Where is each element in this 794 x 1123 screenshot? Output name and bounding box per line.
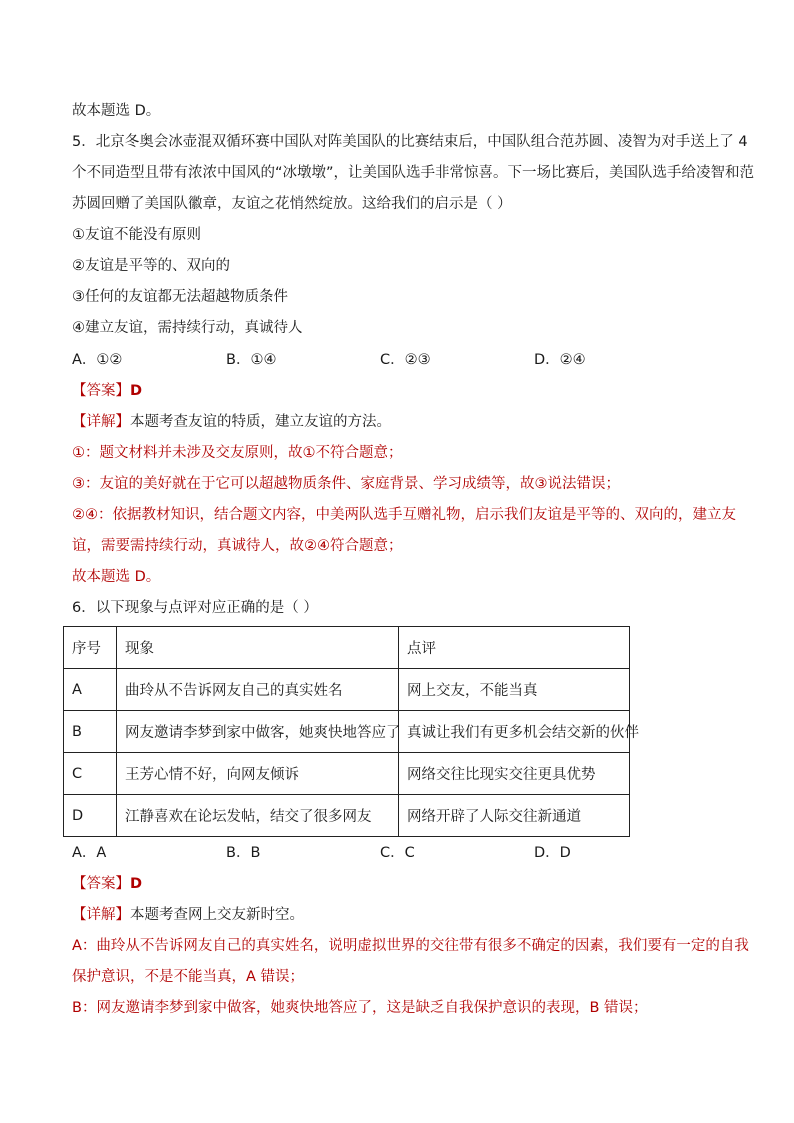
detail-tag: 【详解】 <box>72 907 130 923</box>
table-cell: 网络交往比现实交往更具优势 <box>399 753 630 795</box>
statement-2: ②友谊是平等的、双向的 <box>72 258 230 274</box>
option-d: D．②④ <box>534 352 586 368</box>
analysis-line: A：曲玲从不告诉网友自己的真实姓名，说明虚拟世界的交往带有很多不确定的因素，我们要有一定的自我 <box>72 938 749 954</box>
table-cell: A <box>64 669 117 711</box>
question-6-options <box>72 843 688 863</box>
option-a: A．A <box>72 845 107 861</box>
table-cell: 曲玲从不告诉网友自己的真实姓名 <box>117 669 399 711</box>
table-cell: 网络开辟了人际交往新通道 <box>399 795 630 837</box>
table-cell: 网上交友，不能当真 <box>399 669 630 711</box>
answer-line <box>72 381 142 401</box>
detail-line <box>72 905 304 925</box>
option-b: B．①④ <box>226 352 277 368</box>
answer-value: D <box>130 876 143 892</box>
table-cell: 江静喜欢在论坛发帖，结交了很多网友 <box>117 795 399 837</box>
answer-tag: 【答案】 <box>72 383 130 399</box>
answer-value: D <box>130 383 143 399</box>
analysis-line: ①：题文材料并未涉及交友原则，故①不符合题意； <box>72 445 403 461</box>
option-d: D．D <box>534 845 571 861</box>
table-row <box>64 795 630 837</box>
table-cell: D <box>64 795 117 837</box>
statement-1: ①友谊不能没有原则 <box>72 227 201 243</box>
conclusion-line: 故本题选 D。 <box>72 569 161 585</box>
table-cell: C <box>64 753 117 795</box>
statement-3: ③任何的友谊都无法超越物质条件 <box>72 289 288 305</box>
conclusion-line: 故本题选 D。 <box>72 103 161 119</box>
option-c: C．C <box>380 845 415 861</box>
table-row <box>64 711 630 753</box>
table-cell: 真诚让我们有更多机会结交新的伙伴 <box>399 711 630 753</box>
table-header-cell: 序号 <box>64 627 117 669</box>
detail-text: 本题考查友谊的特质，建立友谊的方法。 <box>130 414 391 430</box>
analysis-line: 保护意识，不是不能当真，A 错误； <box>72 969 305 985</box>
question-5-stem-line: 个不同造型且带有浓浓中国风的“冰墩墩”，让美国队选手非常惊喜。下一场比赛后，美国队选手给凌智和范 <box>72 165 755 181</box>
detail-text: 本题考查网上交友新时空。 <box>130 907 304 923</box>
table-header-row <box>64 627 630 669</box>
table-cell: B <box>64 711 117 753</box>
analysis-line: ②④：依据教材知识，结合题文内容，中美两队选手互赠礼物，启示我们友谊是平等的、双向的，建立友 <box>72 507 736 523</box>
table-cell: 王芳心情不好，向网友倾诉 <box>117 753 399 795</box>
question-5-stem-line: 苏圆回赠了美国队徽章，友谊之花悄然绽放。这给我们的启示是（ ） <box>72 196 512 212</box>
detail-line <box>72 412 391 432</box>
option-a: A．①② <box>72 352 123 368</box>
question-6-stem: 6．以下现象与点评对应正确的是（ ） <box>72 600 318 616</box>
answer-line <box>72 874 142 894</box>
table-header-cell: 现象 <box>117 627 399 669</box>
table-cell: 网友邀请李梦到家中做客，她爽快地答应了 <box>117 711 399 753</box>
answer-tag: 【答案】 <box>72 876 130 892</box>
statement-4: ④建立友谊，需持续行动，真诚待人 <box>72 320 303 336</box>
analysis-line: ③：友谊的美好就在于它可以超越物质条件、家庭背景、学习成绩等，故③说法错误； <box>72 476 620 492</box>
analysis-line: 谊，需要需持续行动，真诚待人，故②④符合题意； <box>72 538 403 554</box>
option-b: B．B <box>226 845 261 861</box>
table-row <box>64 669 630 711</box>
question-5-stem-line: 5．北京冬奥会冰壶混双循环赛中国队对阵美国队的比赛结束后，中国队组合范苏圆、凌智为对手送上了 4 <box>72 134 748 150</box>
table-header-cell: 点评 <box>399 627 630 669</box>
analysis-line: B：网友邀请李梦到家中做客，她爽快地答应了，这是缺乏自我保护意识的表现，B 错误； <box>72 1000 648 1016</box>
table-row <box>64 753 630 795</box>
option-c: C．②③ <box>380 352 431 368</box>
question-5-options <box>72 350 688 370</box>
question-6-table <box>63 626 639 837</box>
detail-tag: 【详解】 <box>72 414 130 430</box>
